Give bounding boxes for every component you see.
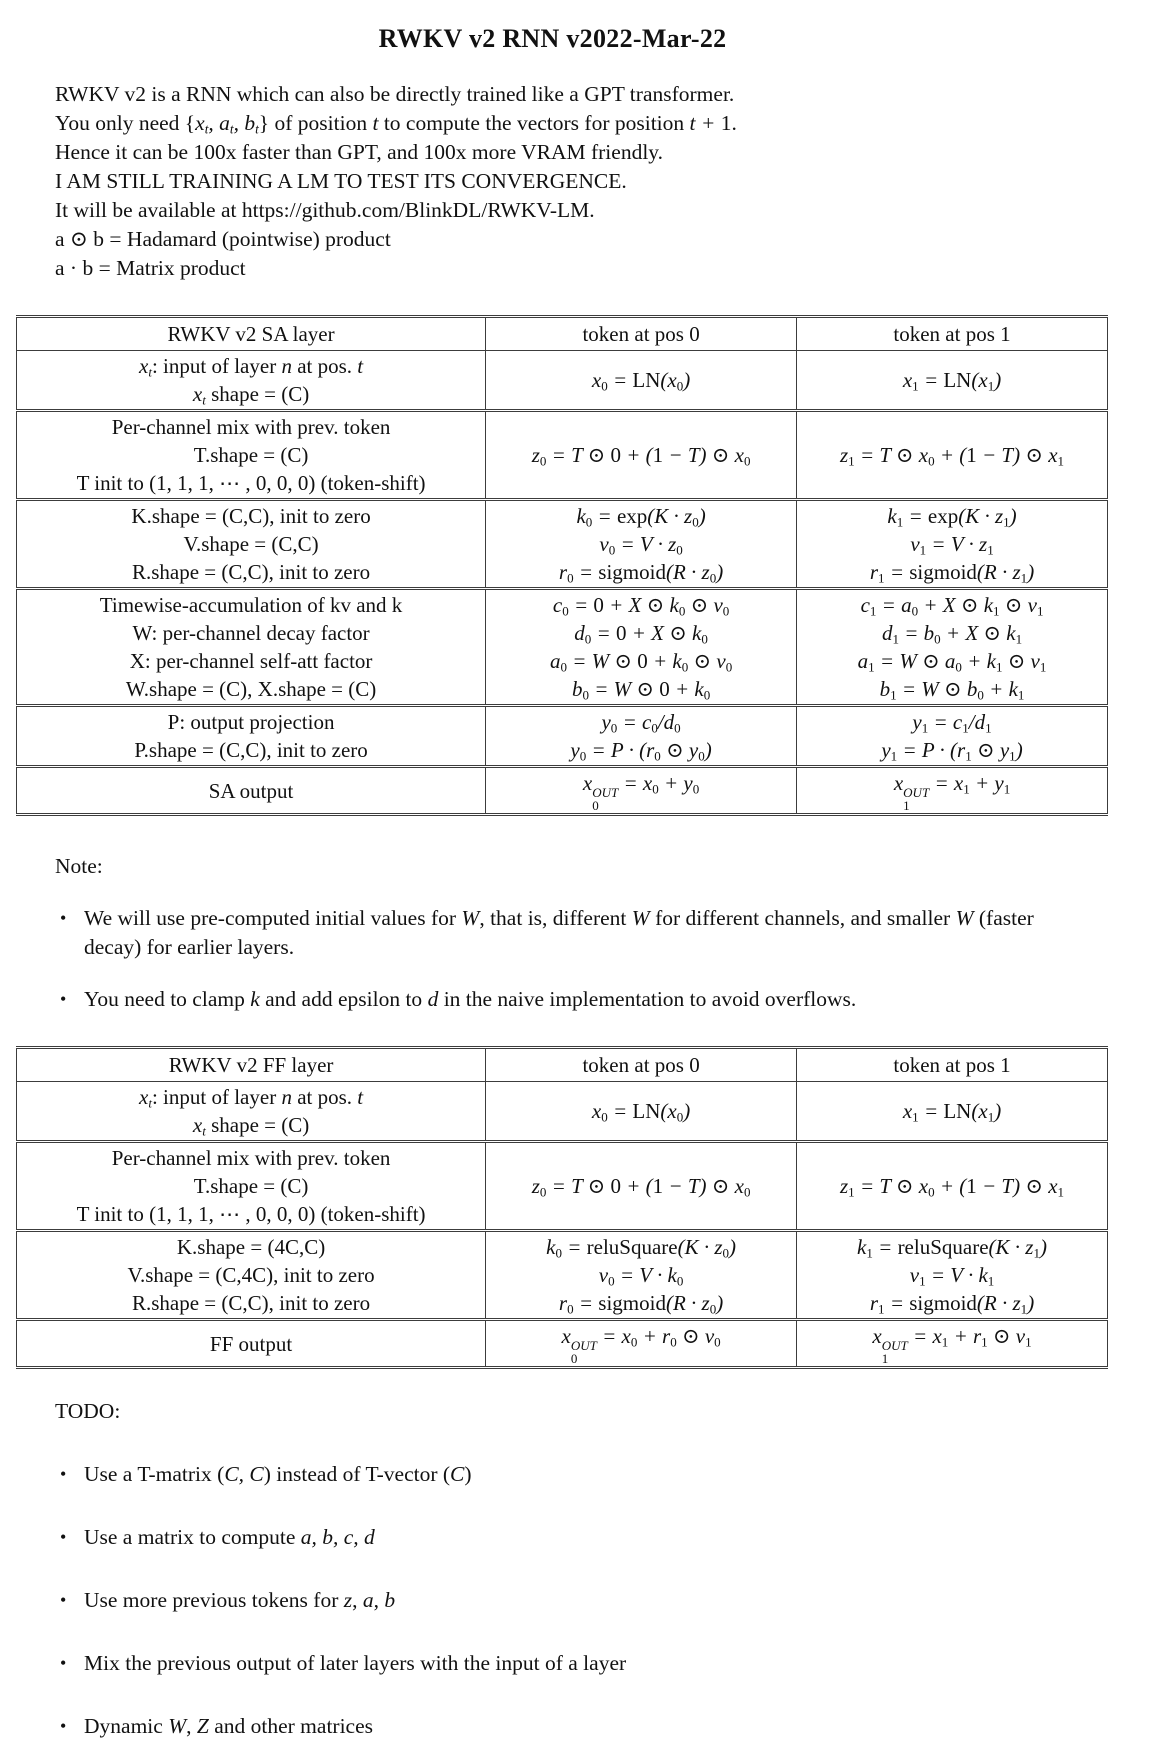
cell-line: Timewise-accumulation of kv and k xyxy=(99,593,403,617)
cell-line: $a_1 = W$ ⊙ $a_0 + k_1$ ⊙ $v_1$ xyxy=(857,649,1047,675)
cell-line: FF output xyxy=(209,1331,293,1356)
todo-bullet-list xyxy=(0,1460,1170,1741)
cell-line: T.shape = (C) xyxy=(193,443,309,467)
formula-cell-pos0 xyxy=(486,351,797,411)
intro-paragraph xyxy=(55,80,1170,283)
cell-line: $b_0 = W$ ⊙ $0 + k_0$ xyxy=(571,677,711,703)
table-row xyxy=(17,706,1108,767)
desc-cell xyxy=(17,1231,486,1320)
sa-table-header-pos1: token at pos 1 xyxy=(797,317,1108,351)
bullet-text: Mix the previous output of later layers with the input of a layer xyxy=(84,1651,627,1676)
cell-line: V.shape = (C,4C), init to zero xyxy=(127,1263,375,1288)
todo-bullet xyxy=(60,1712,1170,1741)
desc-cell xyxy=(17,500,486,589)
formula-cell-pos1 xyxy=(797,706,1108,767)
formula-cell-pos1 xyxy=(797,1142,1108,1231)
bullet-text: You need to clamp k and add epsilon to d in the naive implementation to avoid overflows. xyxy=(84,987,857,1012)
cell-line: P.shape = (C,C), init to zero xyxy=(134,738,368,762)
cell-line: V.shape = (C,C) xyxy=(183,532,319,556)
ff-table-header-pos0: token at pos 0 xyxy=(486,1048,797,1082)
formula-cell-pos1 xyxy=(797,500,1108,589)
formula-cell-pos0 xyxy=(486,500,797,589)
formula-cell-pos0 xyxy=(486,1082,797,1142)
formula-cell-pos1 xyxy=(797,589,1108,706)
formula-cell-pos1 xyxy=(797,1231,1108,1320)
bullet-dot: • xyxy=(60,1653,67,1674)
cell-line: T init to (1, 1, 1, ⋯ , 0, 0, 0) (token-shift) xyxy=(76,1202,426,1227)
cell-line: $y_0 = P \cdot (r_0$ ⊙ $y_0$) xyxy=(570,738,712,764)
cell-line: $y_1 = c_1/d_1$ xyxy=(912,710,992,736)
formula-cell-pos0 xyxy=(486,589,797,706)
cell-line: $z_1 = T$ ⊙ $x_0 + (1 - T)$ ⊙ $x_1$ xyxy=(839,1174,1065,1200)
page-title: RWKV v2 RNN v2022-Mar-22 xyxy=(378,24,727,53)
todo-section xyxy=(0,1397,1170,1741)
cell-line: $k_0 = \exp(K \cdot z_0)$ xyxy=(576,504,706,530)
bullet-text: Use more previous tokens for z, a, b xyxy=(84,1588,396,1613)
formula-cell-pos0 xyxy=(486,411,797,500)
intro-line: It will be available at https://github.com/BlinkDL/RWKV-LM. xyxy=(55,198,595,222)
cell-line: $k_1$ = reluSquare(K · $z_1$) xyxy=(857,1235,1047,1261)
cell-line: $v_1 = V \cdot z_1$ xyxy=(910,532,994,558)
cell-line: X: per-channel self-att factor xyxy=(129,649,373,673)
sa-table-header-layer: RWKV v2 SA layer xyxy=(17,317,486,351)
cell-line: x OUT 0 = $x_0 + r_0$ ⊙ $v_0$ xyxy=(561,1324,721,1367)
ff-layer-table xyxy=(16,1046,1108,1369)
formula-cell-pos0 xyxy=(486,1320,797,1368)
bullet-dot: • xyxy=(60,1716,67,1737)
table-row xyxy=(17,1082,1108,1142)
table-row xyxy=(17,411,1108,500)
todo-bullet xyxy=(60,1586,1170,1615)
cell-line: $r_1$ = sigmoid(R · $z_1$) xyxy=(869,560,1035,586)
desc-cell xyxy=(17,1142,486,1231)
note-section xyxy=(0,852,1170,1014)
note-bullet xyxy=(60,904,1090,962)
cell-line: P: output projection xyxy=(167,710,335,734)
desc-cell xyxy=(17,351,486,411)
todo-bullet xyxy=(60,1460,1170,1489)
desc-cell xyxy=(17,411,486,500)
bullet-text: We will use pre-computed initial values for W, that is, different W for different channels, and smaller W (faster decay) for earlier layers. xyxy=(84,906,1034,960)
cell-line: $r_0$ = sigmoid(R · $z_0$) xyxy=(558,1291,724,1317)
desc-cell xyxy=(17,1320,486,1368)
cell-line: $x_t$: input of layer n at pos. t xyxy=(139,1085,364,1111)
cell-line: $d_0 = 0 + X$ ⊙ $k_0$ xyxy=(574,621,708,647)
desc-cell xyxy=(17,589,486,706)
cell-line: $x_1 = LN(x_1)$ xyxy=(902,1099,1002,1125)
desc-cell xyxy=(17,767,486,815)
table-row xyxy=(17,500,1108,589)
cell-line: $x_t$ shape = (C) xyxy=(192,382,310,408)
intro-line: RWKV v2 is a RNN which can also be directly trained like a GPT transformer. xyxy=(55,82,735,106)
cell-line: $v_1 = V \cdot k_1$ xyxy=(909,1263,995,1289)
sa-table-header-pos0: token at pos 0 xyxy=(486,317,797,351)
cell-line: Per-channel mix with prev. token xyxy=(111,1146,391,1171)
cell-line: $a_0 = W$ ⊙ $0 + k_0$ ⊙ $v_0$ xyxy=(549,649,733,675)
table-row xyxy=(17,589,1108,706)
ff-table-header-layer: RWKV v2 FF layer xyxy=(17,1048,486,1082)
table-row xyxy=(17,1320,1108,1368)
cell-line: $c_0 = 0 + X$ ⊙ $k_0$ ⊙ $v_0$ xyxy=(552,593,730,619)
cell-line: Per-channel mix with prev. token xyxy=(111,415,391,439)
cell-line: $b_1 = W$ ⊙ $b_0 + k_1$ xyxy=(879,677,1025,703)
ff-table-header-pos1: token at pos 1 xyxy=(797,1048,1108,1082)
bullet-text: Use a T-matrix (C, C) instead of T-vector (C) xyxy=(84,1462,472,1487)
desc-cell xyxy=(17,1082,486,1142)
intro-line: a ⊙ b = Hadamard (pointwise) product xyxy=(55,227,391,251)
cell-line: $v_0 = V \cdot z_0$ xyxy=(599,532,683,558)
intro-line: I AM STILL TRAINING A LM TO TEST ITS CONVERGENCE. xyxy=(55,169,627,193)
cell-line: K.shape = (C,C), init to zero xyxy=(131,504,371,528)
bullet-dot: • xyxy=(60,1527,67,1548)
cell-line: $x_0 = LN(x_0)$ xyxy=(591,1099,691,1125)
formula-cell-pos1 xyxy=(797,411,1108,500)
cell-line: $k_0$ = reluSquare(K · $z_0$) xyxy=(546,1235,737,1261)
cell-line: $v_0 = V \cdot k_0$ xyxy=(598,1263,684,1289)
cell-line: $k_1 = \exp(K \cdot z_1)$ xyxy=(887,504,1017,530)
cell-line: x OUT 1 = $x_1 + y_1$ xyxy=(893,771,1011,814)
sa-layer-table xyxy=(16,315,1108,816)
cell-line: x OUT 0 = $x_0 + y_0$ xyxy=(582,771,700,814)
bullet-dot: • xyxy=(60,908,67,929)
cell-line: $d_1 = b_0 + X$ ⊙ $k_1$ xyxy=(881,621,1023,647)
cell-line: $r_0$ = sigmoid(R · $z_0$) xyxy=(558,560,724,586)
cell-line: W.shape = (C), X.shape = (C) xyxy=(125,677,377,701)
intro-line: a · b = Matrix product xyxy=(55,256,246,280)
note-bullet-list xyxy=(0,904,1170,1014)
ff-table-header-row xyxy=(17,1048,1108,1082)
sa-table-header-row xyxy=(17,317,1108,351)
cell-line: SA output xyxy=(208,778,294,803)
cell-line: $r_1$ = sigmoid(R · $z_1$) xyxy=(869,1291,1035,1317)
cell-line: $x_t$: input of layer n at pos. t xyxy=(139,354,364,380)
cell-line: T init to (1, 1, 1, ⋯ , 0, 0, 0) (token-shift) xyxy=(76,471,426,495)
cell-line: R.shape = (C,C), init to zero xyxy=(131,1291,371,1316)
cell-line: $z_0 = T$ ⊙ 0 + (1 − T) ⊙ $x_0$ xyxy=(531,443,751,469)
todo-bullet xyxy=(60,1649,1170,1678)
cell-line: $x_0 = LN(x_0)$ xyxy=(591,368,691,394)
formula-cell-pos0 xyxy=(486,1142,797,1231)
cell-line: $z_0 = T$ ⊙ 0 + (1 − T) ⊙ $x_0$ xyxy=(531,1174,751,1200)
bullet-dot: • xyxy=(60,989,67,1010)
formula-cell-pos1 xyxy=(797,351,1108,411)
cell-line: R.shape = (C,C), init to zero xyxy=(131,560,371,584)
formula-cell-pos1 xyxy=(797,1320,1108,1368)
cell-line: $x_1 = LN(x_1)$ xyxy=(902,368,1002,394)
formula-cell-pos1 xyxy=(797,767,1108,815)
bullet-dot: • xyxy=(60,1464,67,1485)
note-heading: Note: xyxy=(55,854,103,879)
bullet-dot: • xyxy=(60,1590,67,1611)
table-row xyxy=(17,351,1108,411)
desc-cell xyxy=(17,706,486,767)
cell-line: W: per-channel decay factor xyxy=(132,621,370,645)
table-row xyxy=(17,1142,1108,1231)
cell-line: $z_1 = T$ ⊙ $x_0 + (1 - T)$ ⊙ $x_1$ xyxy=(839,443,1065,469)
note-bullet xyxy=(60,985,1090,1014)
cell-line: T.shape = (C) xyxy=(193,1174,309,1199)
todo-heading: TODO: xyxy=(55,1399,121,1424)
bullet-text: Use a matrix to compute a, b, c, d xyxy=(84,1525,375,1550)
table-row xyxy=(17,767,1108,815)
cell-line: $y_1 = P \cdot (r_1$ ⊙ $y_1$) xyxy=(881,738,1023,764)
formula-cell-pos0 xyxy=(486,1231,797,1320)
formula-cell-pos0 xyxy=(486,767,797,815)
cell-line: K.shape = (4C,C) xyxy=(176,1235,326,1260)
table-row xyxy=(17,1231,1108,1320)
cell-line: $y_0 = c_0/d_0$ xyxy=(601,710,681,736)
ff-table-body xyxy=(17,1082,1108,1368)
intro-line: Hence it can be 100x faster than GPT, and 100x more VRAM friendly. xyxy=(55,140,664,164)
sa-table-body xyxy=(17,351,1108,815)
bullet-text: Dynamic W, Z and other matrices xyxy=(84,1714,373,1739)
cell-line: $c_1 = a_0 + X$ ⊙ $k_1$ ⊙ $v_1$ xyxy=(860,593,1044,619)
formula-cell-pos0 xyxy=(486,706,797,767)
cell-line: x OUT 1 = $x_1 + r_1$ ⊙ $v_1$ xyxy=(872,1324,1032,1367)
formula-cell-pos1 xyxy=(797,1082,1108,1142)
cell-line: $x_t$ shape = (C) xyxy=(192,1113,310,1139)
todo-bullet xyxy=(60,1523,1170,1552)
intro-line: You only need {$x_t$, $a_t$, $b_t$} of position t to compute the vectors for position t + 1. xyxy=(55,111,737,137)
